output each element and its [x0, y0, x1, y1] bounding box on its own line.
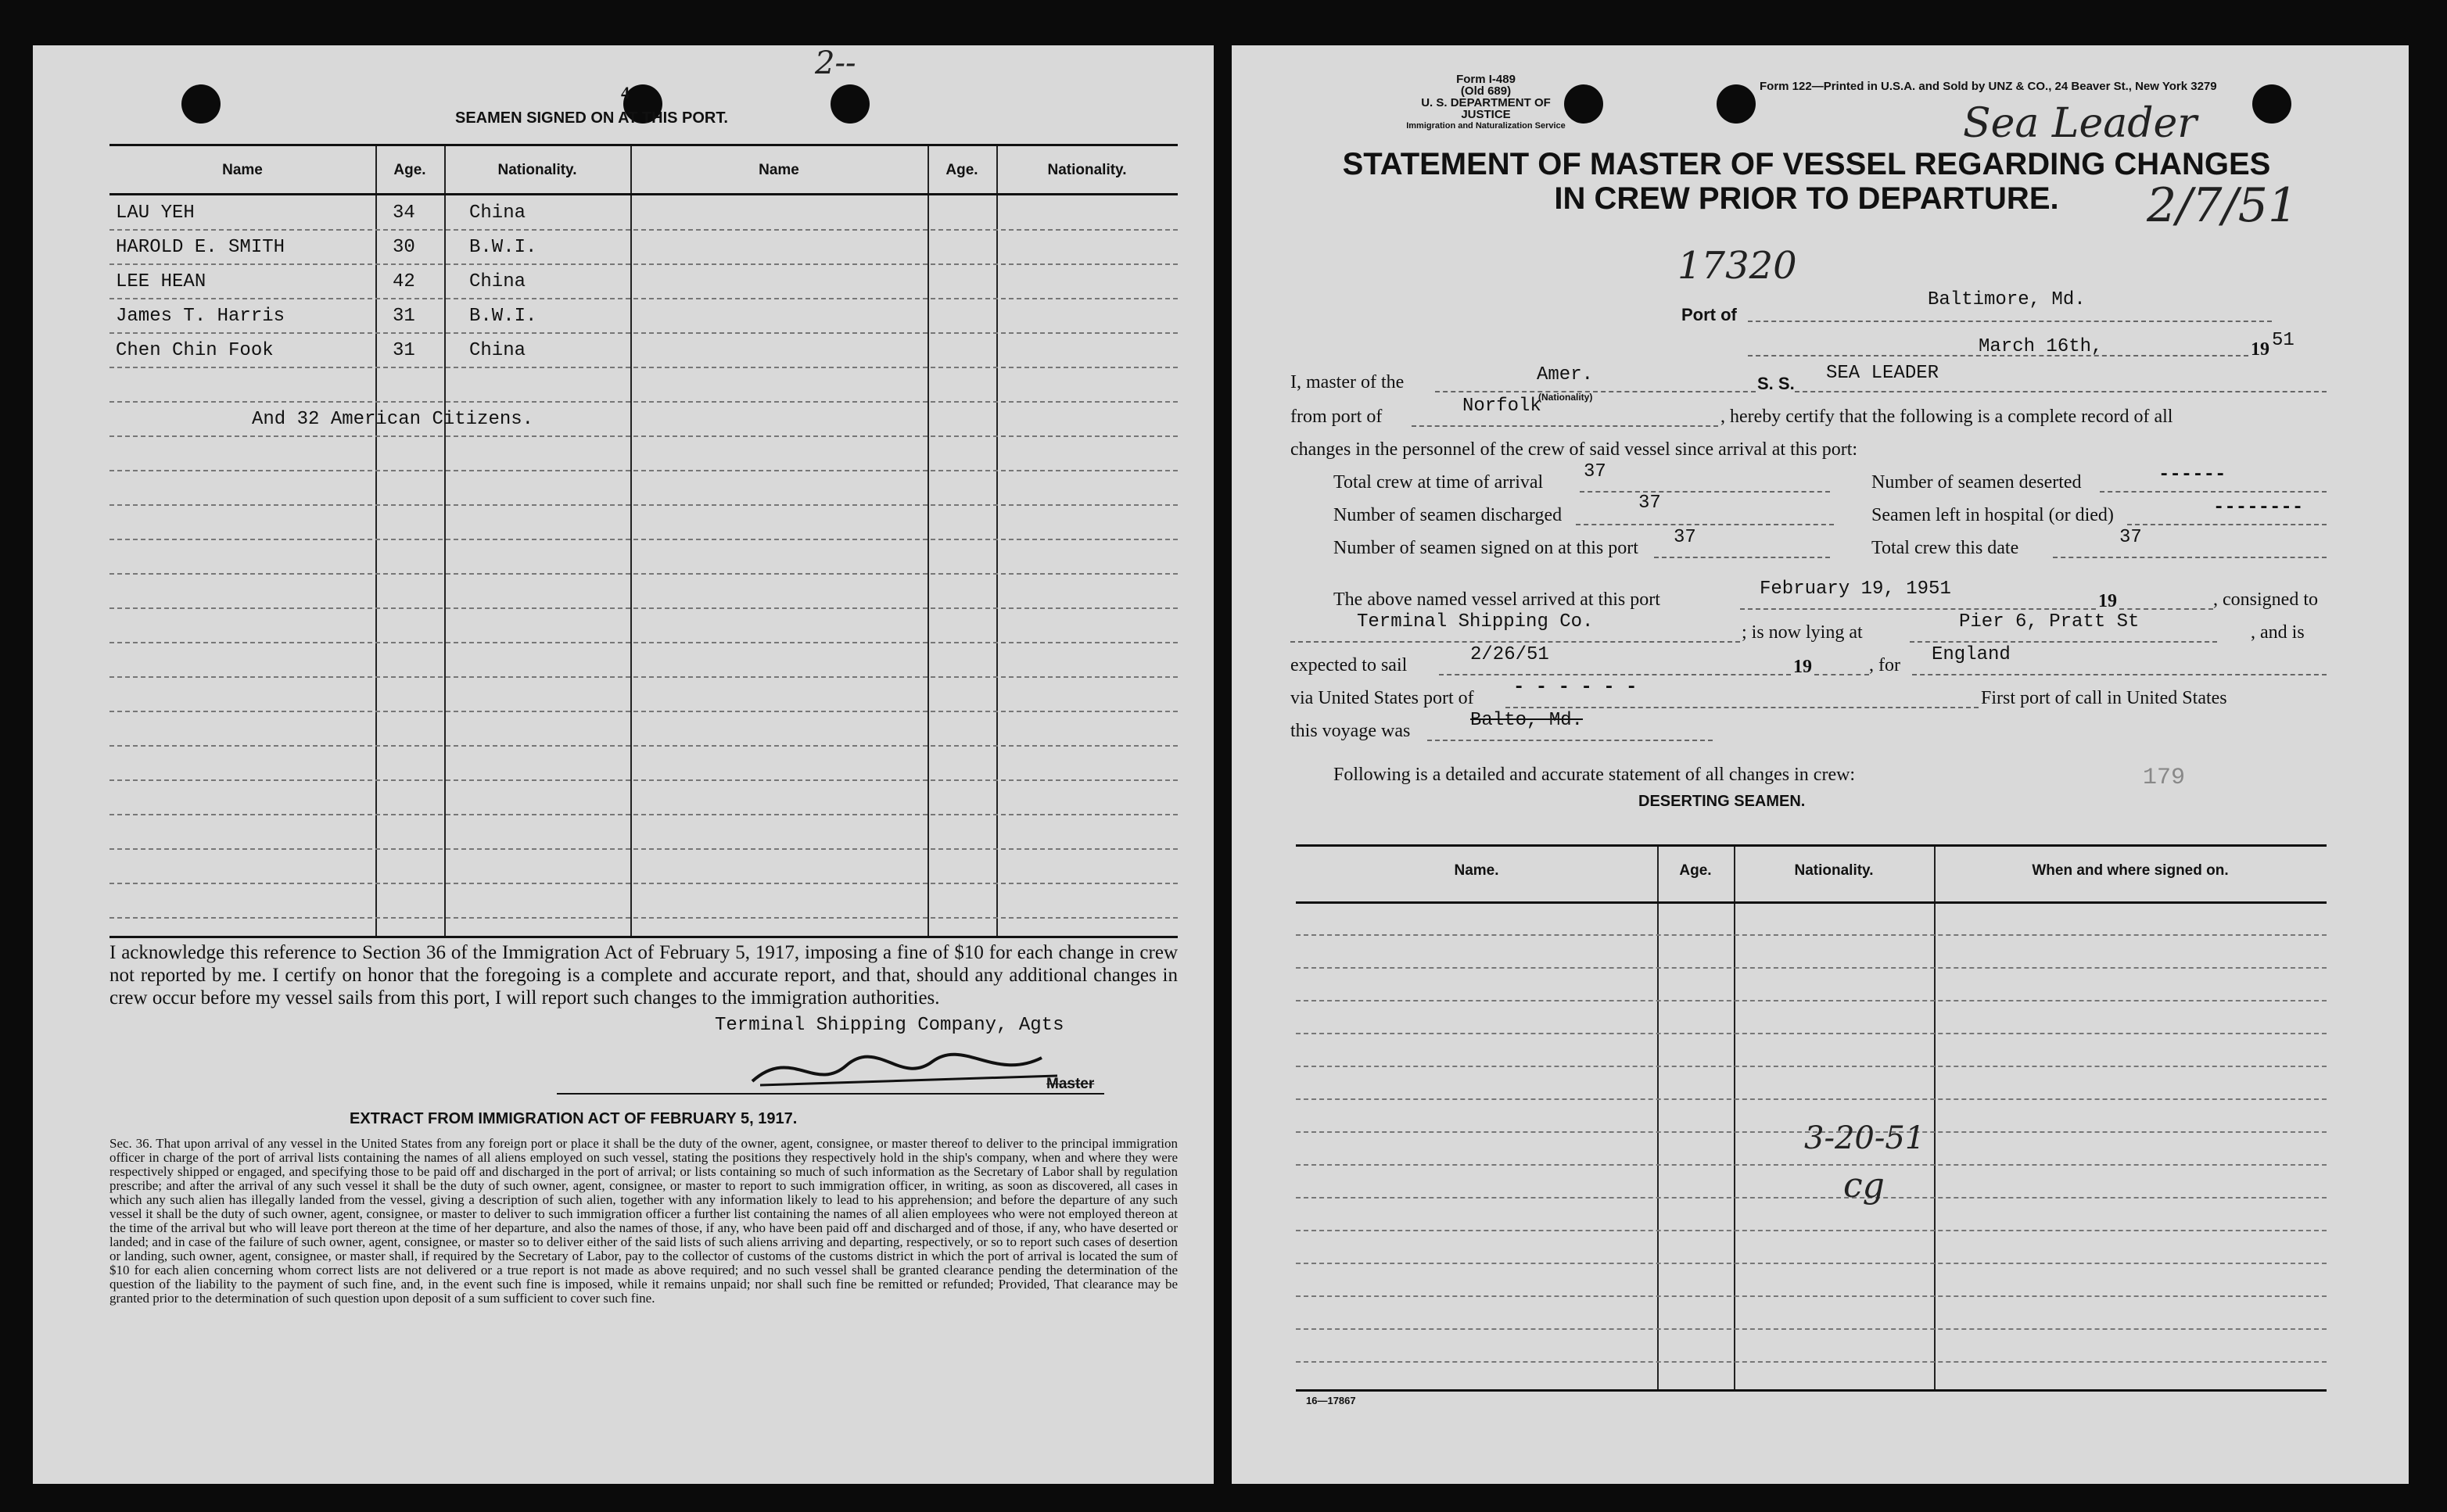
stamp-number: 179: [2143, 765, 2186, 791]
lying-label: ; is now lying at: [1742, 622, 1863, 643]
this-voyage-field: [1427, 740, 1713, 741]
row-name: HAROLD E. SMITH: [116, 237, 285, 258]
arrived-label: The above named vessel arrived at this port: [1333, 589, 1660, 610]
col-name-2: Name: [759, 162, 799, 178]
certify-text: , hereby certify that the following is a complete record of all: [1720, 407, 2173, 427]
hand-note-date: 3-20-51: [1804, 1120, 1925, 1156]
expected-field: [1439, 674, 1791, 675]
ss-label: S. S.: [1757, 374, 1795, 393]
deserted-label: Number of seamen deserted: [1871, 472, 2082, 493]
punch-hole: [2252, 84, 2291, 124]
discharged-field: [1576, 524, 1834, 525]
nationality-field: [1435, 391, 1756, 392]
signed-on-label: Number of seamen signed on at this port: [1333, 538, 1638, 558]
hand-number: 17320: [1677, 244, 1797, 288]
arrived-value: February 19, 1951: [1760, 579, 1951, 600]
printer-note: Form 122—Printed in U.S.A. and Sold by UNZ & CO., 24 Beaver St., New York 3279: [1760, 80, 2217, 93]
expected-label: expected to sail: [1290, 655, 1408, 675]
year-prefix: 19: [2251, 339, 2269, 360]
left-page: [33, 45, 1214, 1484]
row-nationality: China: [469, 271, 526, 292]
hand-vessel-name: Sea Leader: [1963, 100, 2198, 147]
from-port-field: [1412, 425, 1718, 427]
right-page: [1232, 45, 2409, 1484]
discharged-value: 37: [1638, 493, 1661, 514]
expected-value: 2/26/51: [1470, 644, 1549, 665]
punch-hole: [1717, 84, 1756, 124]
consignee-value: Terminal Shipping Co.: [1357, 611, 1594, 632]
col-age: Age.: [393, 162, 426, 178]
footer-code: 16—17867: [1306, 1395, 1356, 1406]
master-of-the-label: I, master of the: [1290, 372, 1405, 392]
american-citizens-note: And 32 American Citizens.: [252, 409, 534, 430]
form-title-line-2: IN CREW PRIOR TO DEPARTURE.: [1554, 181, 2059, 216]
total-date-label: Total crew this date: [1871, 538, 2019, 558]
col-nationality: Nationality.: [1794, 862, 1874, 879]
row-age: 31: [393, 306, 415, 327]
row-nationality: B.W.I.: [469, 237, 537, 258]
total-arrival-value: 37: [1584, 461, 1606, 482]
punch-hole: [831, 84, 870, 124]
deserted-field: [2100, 491, 2327, 493]
consigned-label: , consigned to: [2213, 589, 2318, 610]
year-value: 51: [2272, 330, 2295, 351]
total-arrival-field: [1580, 491, 1830, 493]
col-age: Age.: [1679, 862, 1712, 879]
for-label: , for: [1869, 655, 1900, 675]
col-when-where: When and where signed on.: [2032, 862, 2229, 879]
arrived-year-19: 19: [2098, 591, 2117, 611]
row-age: 31: [393, 340, 415, 361]
first-port-label: First port of call in United States: [1981, 688, 2227, 708]
page-number: 4: [621, 83, 630, 102]
expected-year-19: 19: [1793, 657, 1812, 677]
signature-line: [557, 1093, 1104, 1095]
extract-text: Sec. 36. That upon arrival of any vessel in the United States from any foreign port or place it shall be the duty of the owner, agent, consignee, or master thereof to deliver to the principal immigration officer in charge of the port of arrival lists containing the names of all aliens employed on such vessel, stating the positions they respectively hold in the ship's company, when and where they were respectively shipped or engaged, and specifying those to be paid off and discharged in the port of arrival; or lists containing so much of such information as the Secretary of Labor shall by regulation prescribe; and after the arrival of any such vessel it shall be the duty of such owner, agent, consignee, or master to report to such immigration officer, in writing, as soon as discovered, all cases in which any such alien has illegally landed from the vessel, giving a description of such alien, together with any information likely to lead to his apprehension; and before the departure of any such vessel it shall be the duty of such owner, agent, consignee, or master to deliver to such immigration officer a further list containing the names of all alien employees who were not employed thereon at the time of the arrival but who will leave port thereon at the time of her departure, and also the names of those, if any, who have been paid off and discharged and of those, if any, who have deserted or landed; and in case of the failure of such owner, agent, consignee, or master so to deliver either of the said lists of such aliens arriving and departing, respectively, or so to report such cases of desertion or landing, such owner, agent, consignee, or master shall, if required by the Secretary of Labor, pay to the collector of customs of the customs district in which the port of arrival is located the sum of $10 for each alien concerning whom correct lists are not delivered or a true report is not made as above required; and no such vessel shall be granted clearance pending the determination of the question of the liability to the payment of such fine, and, in the event such fine is imposed, while it remains unpaid; nor shall such fine be remitted or refunded; Provided, That clearance may be granted prior to the determination of such question upon deposit of a sum sufficient to cover such fine.: [109, 1136, 1178, 1306]
agent-name: Terminal Shipping Company, Agts: [715, 1015, 1064, 1036]
col-age-2: Age.: [945, 162, 978, 178]
deserting-heading: DESERTING SEAMEN.: [1638, 793, 1806, 810]
for-value: England: [1932, 644, 2011, 665]
via-field: [1505, 707, 1979, 708]
ss-value: SEA LEADER: [1826, 363, 1939, 384]
consignee-field: [1290, 641, 1740, 643]
extract-title: EXTRACT FROM IMMIGRATION ACT OF FEBRUARY 5, 1917.: [350, 1110, 798, 1127]
hospital-label: Seamen left in hospital (or died): [1871, 505, 2114, 525]
punch-hole: [181, 84, 221, 124]
nationality-caption: (Nationality): [1538, 392, 1593, 403]
col-nationality-2: Nationality.: [1047, 162, 1127, 178]
deserted-value: ------: [2158, 464, 2226, 485]
left-heading: SEAMEN SIGNED ON AT THIS PORT.: [455, 109, 728, 127]
for-field: [1912, 674, 2327, 675]
signature: [745, 1038, 1073, 1101]
lying-value: Pier 6, Pratt St: [1959, 611, 2140, 632]
via-label: via United States port of: [1290, 688, 1474, 708]
form-title-line-1: STATEMENT OF MASTER OF VESSEL REGARDING CHANGES: [1342, 147, 2271, 181]
row-age: 30: [393, 237, 415, 258]
expected-year-field: [1814, 674, 1869, 675]
hospital-value: --------: [2213, 497, 2304, 518]
port-value: Baltimore, Md.: [1928, 289, 2086, 310]
from-port-value: Norfolk: [1462, 396, 1541, 417]
hand-date: 2/7/51: [2147, 178, 2298, 233]
via-value: - - - - - -: [1513, 677, 1638, 698]
following-label: Following is a detailed and accurate statement of all changes in crew:: [1333, 765, 1856, 785]
form-header: Form I-489 (Old 689) U. S. DEPARTMENT OF JUSTICE Immigration and Naturalization Service: [1406, 73, 1566, 131]
pencil-mark: 2--: [815, 45, 856, 81]
row-age: 34: [393, 202, 415, 224]
this-voyage-label: this voyage was: [1290, 721, 1411, 741]
ss-field: [1795, 391, 2327, 392]
row-name: Chen Chin Fook: [116, 340, 274, 361]
row-name: James T. Harris: [116, 306, 285, 327]
hospital-field: [2127, 524, 2327, 525]
lying-field: [1910, 641, 2217, 643]
port-field: [1748, 321, 2272, 322]
col-name: Name.: [1454, 862, 1499, 879]
col-name: Name: [222, 162, 263, 178]
seamen-signed-table: [109, 144, 1178, 938]
port-label: Port of: [1681, 305, 1737, 324]
hand-note-initials: cg: [1843, 1166, 1885, 1206]
col-nationality: Nationality.: [497, 162, 577, 178]
and-is-label: , and is: [2251, 622, 2305, 643]
signed-on-field: [1654, 557, 1830, 558]
date-value: March 16th,: [1979, 336, 2103, 357]
row-age: 42: [393, 271, 415, 292]
total-arrival-label: Total crew at time of arrival: [1333, 472, 1544, 493]
changes-text: changes in the personnel of the crew of said vessel since arrival at this port:: [1290, 439, 1858, 460]
deserting-seamen-table: [1296, 844, 2327, 1392]
total-date-value: 37: [2119, 527, 2142, 548]
row-nationality: B.W.I.: [469, 306, 537, 327]
this-voyage-value: Balto, Md.: [1470, 710, 1584, 731]
total-date-field: [2053, 557, 2327, 558]
nationality-value: Amer.: [1537, 364, 1594, 385]
row-name: LAU YEH: [116, 202, 195, 224]
master-label: Master: [1046, 1076, 1095, 1092]
from-port-label: from port of: [1290, 407, 1383, 427]
arrived-field: [1740, 608, 2096, 610]
row-name: LEE HEAN: [116, 271, 206, 292]
signed-on-value: 37: [1674, 527, 1696, 548]
row-nationality: China: [469, 340, 526, 361]
discharged-label: Number of seamen discharged: [1333, 505, 1563, 525]
acknowledgement-text: I acknowledge this reference to Section 36 of the Immigration Act of February 5, 1917, imposing a fine of $10 for each change in crew not reported by me. I certify on honor that the foregoing is a complete and accurate report, and that, should any additional changes in crew occur before my vessel sails from this port, I will report such changes to the immigration authorities.: [109, 942, 1178, 1009]
arrived-year-field: [2119, 608, 2213, 610]
row-nationality: China: [469, 202, 526, 224]
